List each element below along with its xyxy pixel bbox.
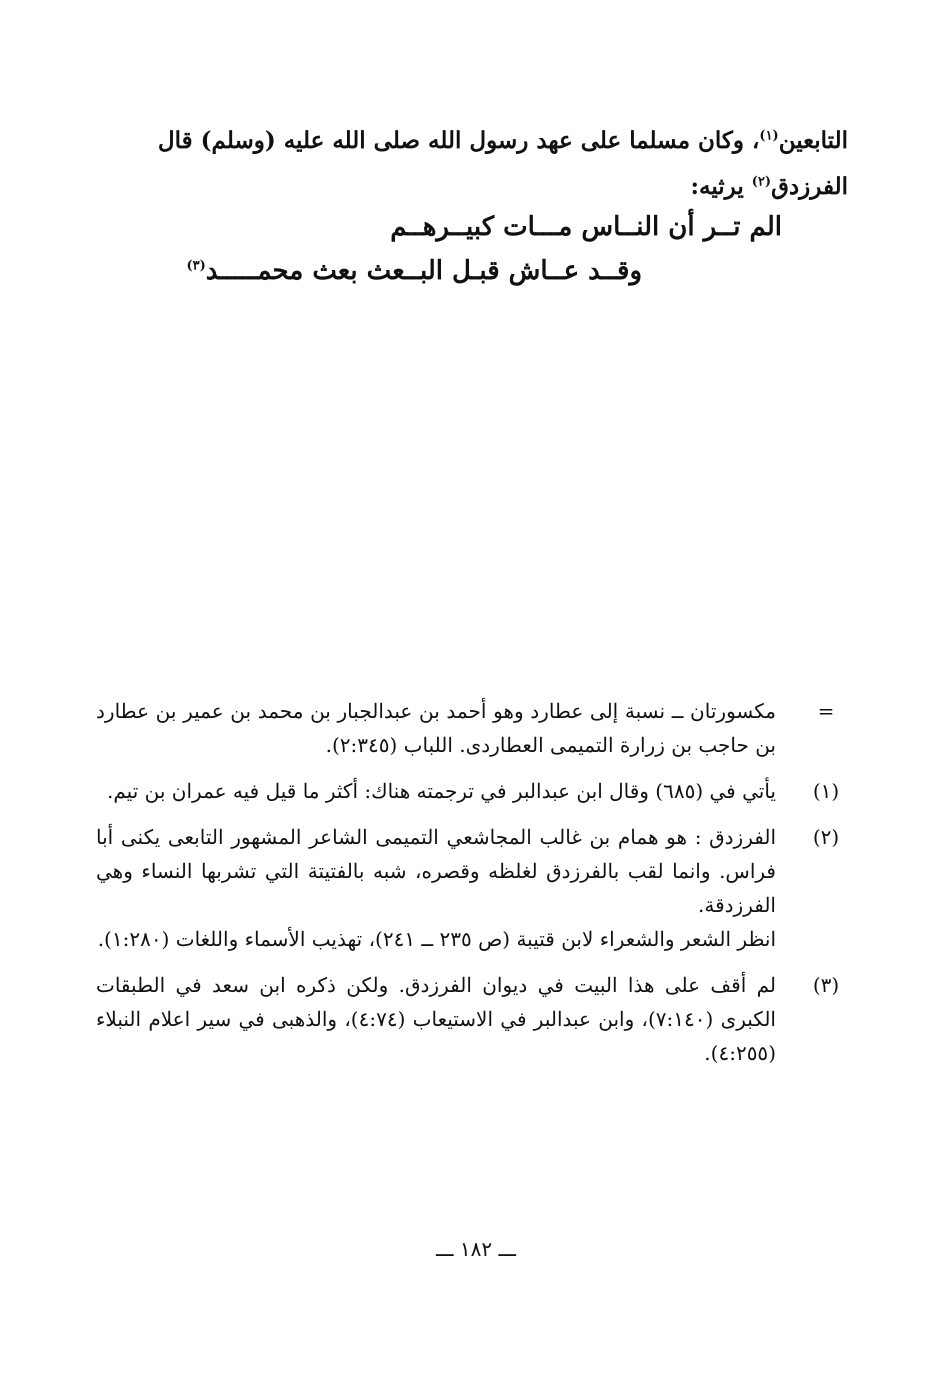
page-number: ـــ ١٨٢ ـــ (435, 1237, 517, 1261)
main-text-segment: الفرزدق (771, 173, 848, 200)
footnote-continuation (96, 694, 856, 762)
main-text-line (98, 164, 848, 210)
footnote-marker: (٢) (812, 825, 840, 849)
main-text-block (98, 118, 848, 210)
main-text-segment: التابعين (778, 127, 848, 154)
footnote-body (96, 820, 776, 956)
footnote-text: يأتي في (٦٨٥) وقال ابن عبدالبر في ترجمته هناك: أكثر ما قيل فيه عمران بن تيم. (107, 779, 776, 803)
footnote-2 (96, 820, 856, 956)
footnote-text: انظر الشعر والشعراء لابن قتيبة (ص ٢٣٥ ــ ٢٤١)، تهذيب الأسماء واللغات (١:٢٨٠). (97, 927, 776, 951)
footnote-ref: (٣) (186, 258, 206, 274)
poem-verse-text: وقــد عــاش قبـل البــعث بعث محمـــــد (205, 256, 642, 286)
footnote-text: لم أقف على هذا البيت في ديوان الفرزدق. ولكن ذكره ابن سعد في الطبقات الكبرى (٧:١٤٠)، وابن عبدالبر في الاستيعاب (٤:٧٤)، والذهبى في سير اعلام النبلاء (٤:٢٥٥). (96, 973, 776, 1065)
main-text-segment: ، وكان مسلما على عهد رسول الله صلى الله عليه (وسلم) قال (157, 127, 760, 154)
footnote-marker: (١) (812, 779, 840, 803)
footnote-text: مكسورتان ــ نسبة إلى عطارد وهو أحمد بن عبدالجبار بن محمد بن عمير بن عطارد بن حاجب بن زرارة التميمى العطاردى. اللباب (٢:٣٤٥). (96, 699, 776, 757)
footnote-3 (96, 968, 856, 1070)
footnote-marker: (٣) (812, 973, 840, 997)
footnotes-section (96, 694, 856, 1082)
main-text-line (98, 118, 848, 164)
poem-verse-2 (187, 256, 643, 286)
footnote-1 (96, 774, 856, 808)
footnote-text: الفرزدق : هو همام بن غالب المجاشعي التميمى الشاعر المشهور التابعى يكنى أبا فراس. وانما لقب بالفرزدق لغلظه وقصره، شبه بالفتيتة التي تشربها النساء وهي الفرزدقة. (96, 825, 776, 917)
footnote-ref: (٢) (751, 174, 772, 190)
footnote-body (96, 968, 776, 1070)
poem-verse-text: الم تــر أن النــاس مـــات كبيــرهــم (390, 212, 782, 242)
main-text-segment: يرثيه: (690, 173, 752, 200)
poem-verse-1 (390, 212, 782, 242)
footnote-ref: (١) (759, 128, 779, 144)
footnote-marker: = (817, 699, 835, 723)
footnote-body (96, 694, 776, 762)
footnote-body (96, 774, 776, 808)
